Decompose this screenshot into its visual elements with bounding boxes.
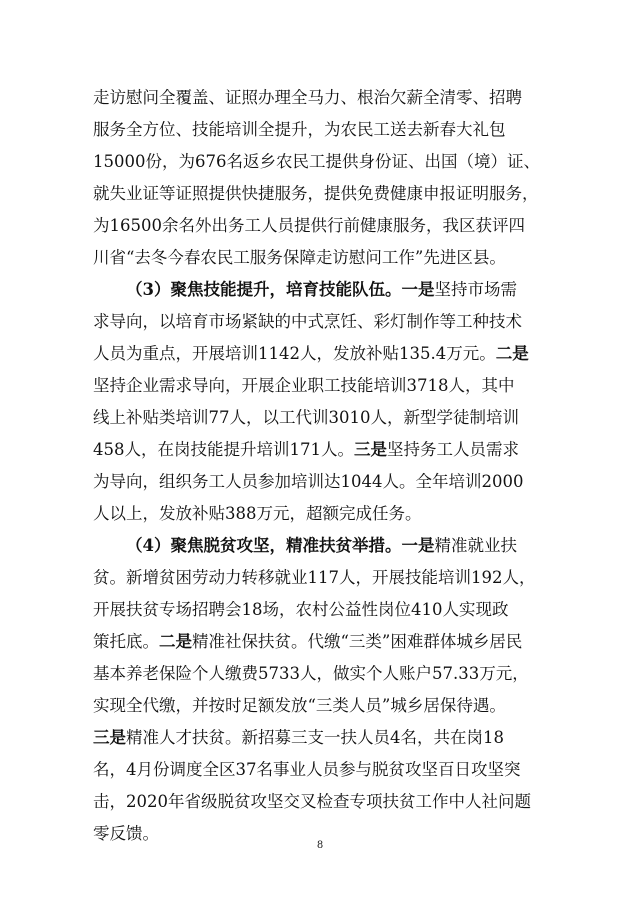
paragraph-line: 开展扶贫专场招聘会18场，农村公益性岗位410人实现政 xyxy=(93,600,509,619)
paragraph-line xyxy=(93,339,529,369)
paragraph-line: 线上补贴类培训77人，以工代训3010人，新型学徒制培训 xyxy=(93,408,519,427)
paragraph-line: 求导向，以培育市场紧缺的中式烹饪、彩灯制作等工种技术 xyxy=(93,312,522,331)
line-text: 精准社保扶贫。代缴“三类”困难群体城乡居民 xyxy=(192,632,523,651)
section-heading: （4）聚焦脱贫攻坚，精准扶贫举措。 xyxy=(126,536,402,555)
section-heading: （3）聚焦技能提升，培育技能队伍。 xyxy=(126,280,402,299)
paragraph-line xyxy=(126,275,517,305)
paragraph-line: 人以上，发放补贴388万元，超额完成任务。 xyxy=(93,504,422,523)
page-number: 8 xyxy=(316,840,324,851)
paragraph-line: 零反馈。 xyxy=(93,824,159,843)
paragraph-line xyxy=(93,627,522,657)
line-text: 人员为重点，开展培训1142人，发放补贴135.4万元。 xyxy=(93,344,496,363)
paragraph-line: 走访慰问全覆盖、证照办理全马力、根治欠薪全清零、招聘 xyxy=(93,88,522,107)
paragraph-line: 名，4月份调度全区37名事业人员参与脱贫攻坚百日攻坚突 xyxy=(93,760,521,779)
paragraph-line: 15000份，为676名返乡农民工提供身份证、出国（境）证、 xyxy=(93,152,540,171)
paragraph-line: 贫。新增贫困劳动力转移就业117人，开展技能培训192人， xyxy=(93,568,536,587)
paragraph-line: 为16500余名外出务工人员提供行前健康服务，我区获评四 xyxy=(93,216,525,235)
paragraph-line: 为导向，组织务工人员参加培训达1044人。全年培训2000 xyxy=(93,472,524,491)
line-text: 精准就业扶 xyxy=(434,536,517,555)
paragraph-line: 川省“去冬今春农民工服务保障走访慰问工作”先进区县。 xyxy=(93,248,506,267)
paragraph-line: 实现全代缴，并按时足额发放“三类人员”城乡居保待遇。 xyxy=(93,696,506,715)
point-marker: 一是 xyxy=(401,280,435,299)
point-marker: 一是 xyxy=(401,536,435,555)
line-text: 458人，在岗技能提升培训171人。 xyxy=(93,440,354,459)
paragraph-line: 击，2020年省级脱贫攻坚交叉检查专项扶贫工作中人社问题 xyxy=(93,792,531,811)
point-marker: 二是 xyxy=(159,632,192,651)
paragraph-line: 就失业证等证照提供快捷服务，提供免费健康申报证明服务， xyxy=(93,184,539,203)
paragraph-line: 服务全方位、技能培训全提升，为农民工送去新春大礼包 xyxy=(93,120,506,139)
paragraph-line: 坚持企业需求导向，开展企业职工技能培训3718人，其中 xyxy=(93,376,515,395)
line-text: 坚持务工人员需求 xyxy=(387,440,519,459)
line-text: 精准人才扶贫。新招募三支一扶人员4名，共在岗18 xyxy=(126,728,504,747)
line-text: 策托底。 xyxy=(93,632,159,651)
paragraph-line xyxy=(126,531,517,561)
point-marker: 三是 xyxy=(354,440,387,459)
line-text: 坚持市场需 xyxy=(434,280,517,299)
point-marker: 三是 xyxy=(93,728,126,747)
paragraph-line: 基本养老保险个人缴费5733人，做实个人账户57.33万元， xyxy=(93,664,529,683)
point-marker: 二是 xyxy=(495,344,529,363)
paragraph-line xyxy=(93,435,519,465)
paragraph-line xyxy=(93,723,504,753)
